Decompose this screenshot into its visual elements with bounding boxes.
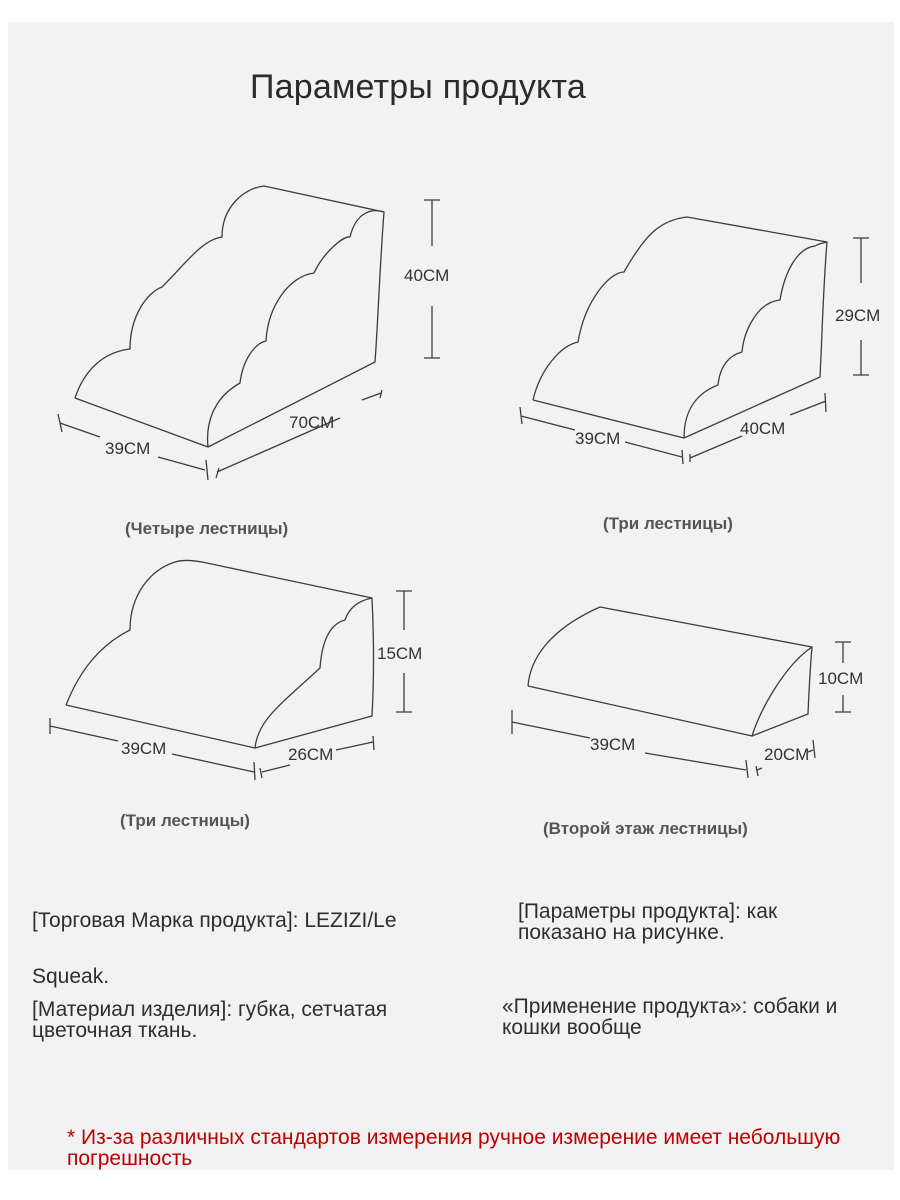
dim-label-width-4: 39CM: [590, 735, 636, 754]
dim-label-length-3: 26CM: [288, 745, 334, 764]
dim-label-length-2: 40CM: [740, 419, 786, 438]
info-parameters: [Параметры продукта]: как показано на рисунке.: [518, 900, 778, 944]
caption-three-steps-large: (Три лестницы): [603, 514, 733, 533]
info-usage: «Применение продукта»: собаки и кошки вообще: [502, 995, 838, 1039]
caption-three-steps-small: (Три лестницы): [120, 811, 250, 830]
dim-label-height-3: 15CM: [377, 644, 423, 663]
dim-label-length-1: 70CM: [289, 413, 335, 432]
three-step-diagram-large: [533, 217, 827, 438]
info-material: [Материал изделия]: губка, сетчатая цветочная ткань.: [32, 998, 388, 1042]
four-step-diagram: [75, 186, 384, 447]
dim-label-height-4: 10CM: [818, 669, 864, 688]
caption-second-floor: (Второй этаж лестницы): [543, 819, 748, 838]
measurement-note: * Из-за различных стандартов измерения ручное измерение имеет небольшую погрешность: [67, 1126, 841, 1170]
dim-label-height-1: 40CM: [404, 266, 450, 285]
caption-four-steps: (Четыре лестницы): [125, 519, 289, 538]
dim-label-width-1: 39CM: [105, 439, 151, 458]
dim-label-width-2: 39CM: [575, 429, 621, 448]
two-step-diagram: [528, 607, 812, 736]
dim-label-height-2: 29CM: [835, 306, 881, 325]
dim-label-length-4: 20CM: [764, 745, 810, 764]
info-brand: [Торговая Марка продукта]: LEZIZI/Le Squeak.: [32, 909, 397, 988]
three-step-diagram-small: [66, 560, 374, 748]
page-title: Параметры продукта: [250, 68, 586, 106]
dim-label-width-3: 39CM: [121, 739, 167, 758]
